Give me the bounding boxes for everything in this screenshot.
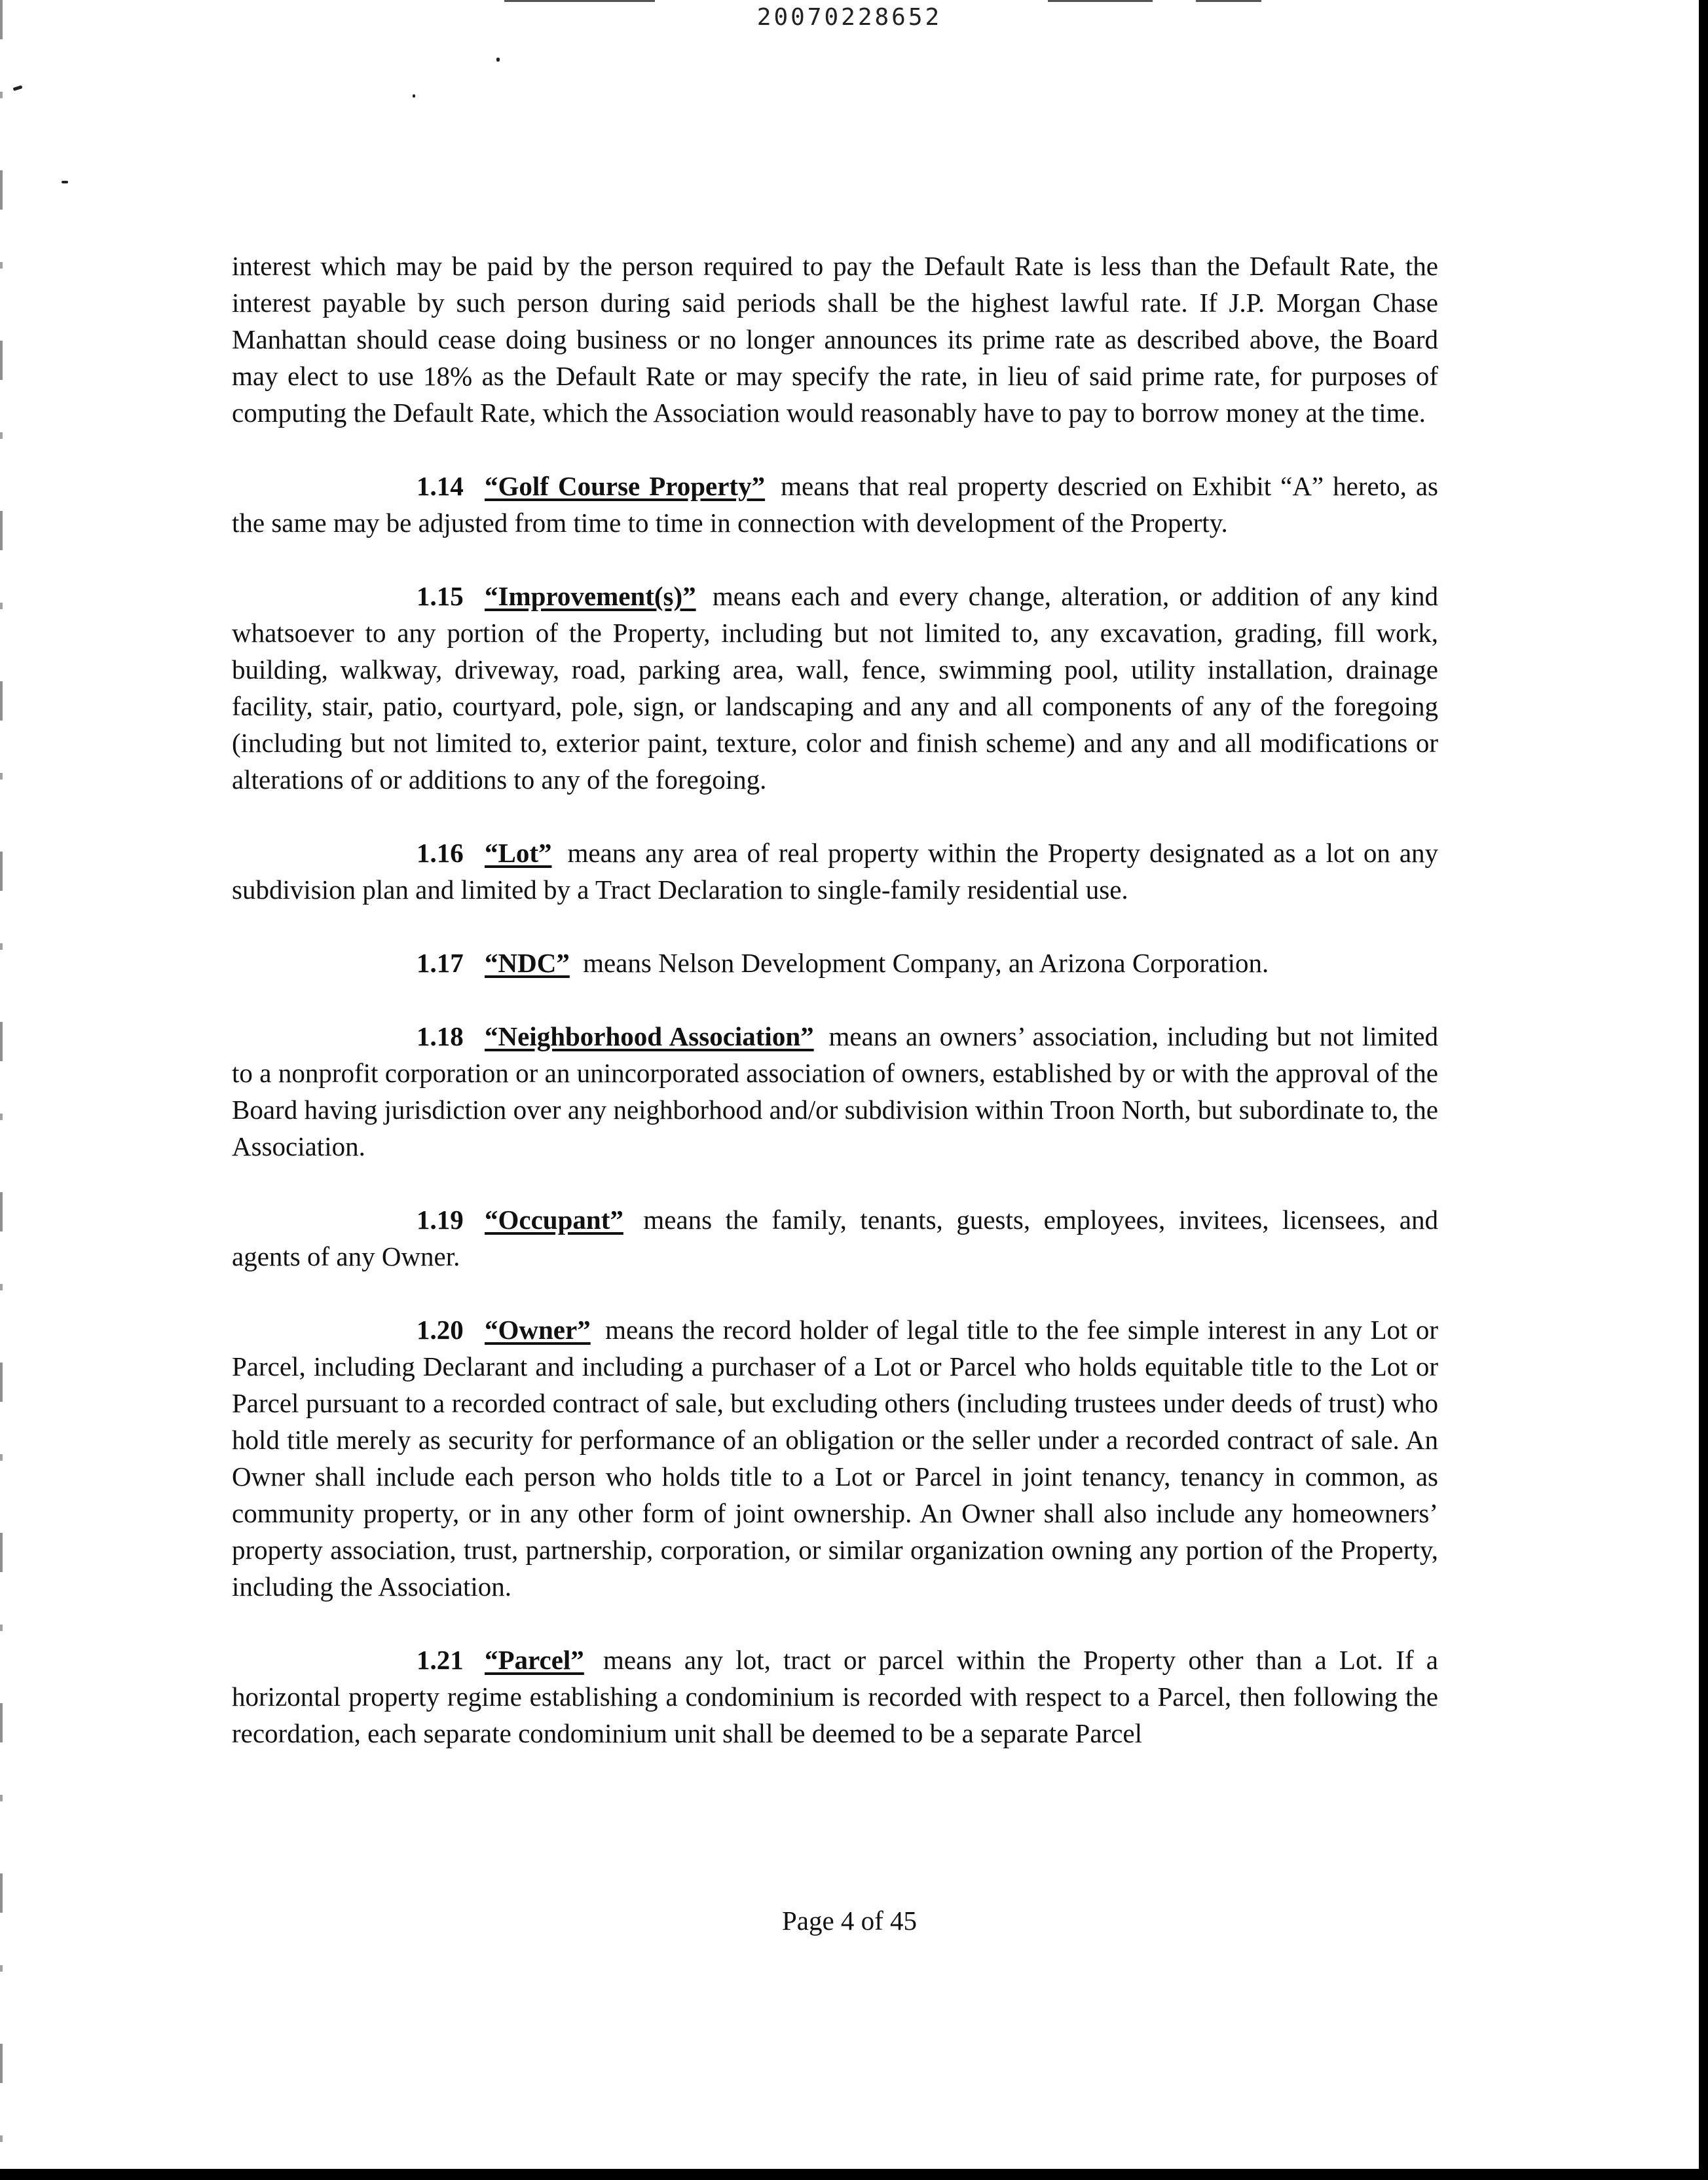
section-text: means any lot, tract or parcel within the Property other than a Lot. If a horizontal property regime establishing a condominium is recorded with respect to a Parcel, then following the recordation, each separate condominium unit shall be deemed to be a separate Parcel xyxy=(232,1645,1438,1748)
section-1-16 xyxy=(232,835,1438,908)
defined-term: “Owner” xyxy=(485,1315,591,1345)
top-rule-far-right xyxy=(1196,0,1261,2)
document-number: 20070228652 xyxy=(756,4,942,31)
section-text: means any area of real property within the Property designated as a lot on any subdivision plan and limited by a Tract Declaration to single-family residential use. xyxy=(232,838,1439,905)
defined-term: “Neighborhood Association” xyxy=(485,1021,814,1051)
section-1-19 xyxy=(232,1201,1438,1275)
section-number: 1.16 xyxy=(417,838,464,868)
intro-paragraph: interest which may be paid by the person required to pay the Default Rate is less than the Default Rate, the interest payable by such person during said periods shall be the highest lawful rate. If J.P. Morgan Chase Manhattan should cease doing business or no longer announces its prime rate as described above, the Board may elect to use 18% as the Default Rate or may specify the rate, in lieu of said prime rate, for purposes of computing the Default Rate, which the Association would reasonably have to pay to borrow money at the time. xyxy=(232,251,1438,428)
defined-term: “Golf Course Property” xyxy=(485,471,766,501)
scan-speck xyxy=(496,58,500,62)
defined-term: “NDC” xyxy=(485,948,570,978)
section-1-21 xyxy=(232,1642,1438,1752)
section-number: 1.19 xyxy=(417,1205,464,1235)
scan-edge xyxy=(0,0,3,2169)
section-text: means the family, tenants, guests, employees, invitees, licensees, and agents of any Owner. xyxy=(232,1205,1438,1271)
section-1-20 xyxy=(232,1311,1438,1605)
section-number: 1.18 xyxy=(417,1021,464,1051)
defined-term: “Lot” xyxy=(485,838,552,868)
section-1-17 xyxy=(232,945,1438,981)
section-number: 1.14 xyxy=(417,471,464,501)
section-1-15 xyxy=(232,578,1438,798)
defined-term: “Parcel” xyxy=(485,1645,584,1675)
section-number: 1.15 xyxy=(417,581,464,611)
scan-speck xyxy=(413,94,415,98)
section-1-14 xyxy=(232,468,1438,541)
top-rule-right xyxy=(1048,0,1153,2)
section-number: 1.20 xyxy=(417,1315,464,1345)
scan-speck xyxy=(62,181,68,183)
section-1-18 xyxy=(232,1018,1438,1165)
section-number: 1.21 xyxy=(417,1645,464,1675)
scan-speck xyxy=(13,85,23,91)
section-text: means that real property descried on Exhibit “A” hereto, as the same may be adjusted from time to time in connection with development of the Property. xyxy=(232,471,1439,538)
defined-term: “Occupant” xyxy=(485,1205,623,1235)
defined-term: “Improvement(s)” xyxy=(485,581,696,611)
section-text: means the record holder of legal title to the fee simple interest in any Lot or Parcel, including Declarant and including a purchaser of a Lot or Parcel who holds equitable title to the Lot or Parcel pursuant to a recorded contract of sale, but excluding others (including trustees under deeds of trust) who hold title merely as security for performance of an obligation or the seller under a recorded contract of sale. An Owner shall include each person who holds title to a Lot or Parcel in joint tenancy, tenancy in common, as community property, or in any other form of joint ownership. An Owner shall also include any homeowners’ property association, trust, partnership, corporation, or similar organization owning any portion of the Property, including the Association. xyxy=(232,1315,1438,1602)
section-number: 1.17 xyxy=(417,948,464,978)
page-number: Page 4 of 45 xyxy=(781,1906,918,1936)
document-body xyxy=(232,248,1438,1788)
section-text: means each and every change, alteration, or addition of any kind whatsoever to any portion of the Property, including but not limited to, any excavation, grading, fill work, building, walkway, driveway, road, parking area, wall, fence, swimming pool, utility installation, drainage facility, stair, patio, courtyard, pole, sign, or landscaping and any and all components of any of the foregoing (including but not limited to, exterior paint, texture, color and finish scheme) and any and all modifications or alterations of or additions to any of the foregoing. xyxy=(232,581,1439,795)
section-text: means Nelson Development Company, an Arizona Corporation. xyxy=(583,948,1269,978)
top-rule-left xyxy=(504,0,655,2)
section-text: means an owners’ association, including but not limited to a nonprofit corporation or an unincorporated association of owners, established by or with the approval of the Board having jurisdiction over any neighborhood and/or subdivision within Troon North, but subordinate to, the Association. xyxy=(232,1021,1439,1161)
